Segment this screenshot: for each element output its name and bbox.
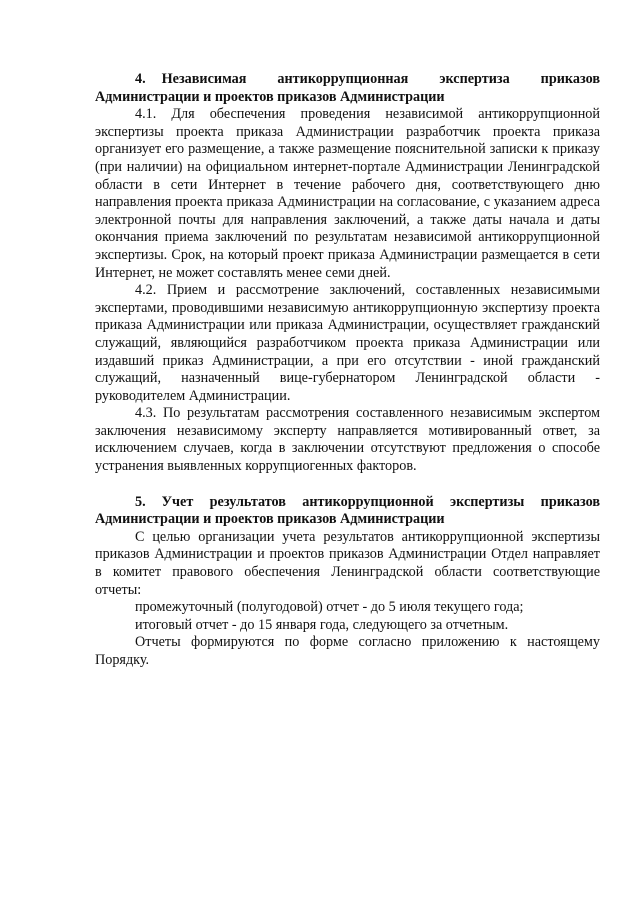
paragraph-4-2: 4.2. Прием и рассмотрение заключений, составленных независимыми экспертами, проводившими независимую антикоррупционную экспертизу проекта приказа Администрации или приказа Администрации, осуществляет гражданский служащий, являющийся разработчиком проекта приказа Администрации или издавший приказ Администрации, а при его отсутствии - иной гражданский служащий, назначенный вице-губернатором Ленинградской области - руководителем Администрации. — [95, 282, 600, 404]
section-5-heading — [95, 494, 600, 529]
paragraph-4-1: 4.1. Для обеспечения проведения независимой антикоррупционной экспертизы проекта приказа Администрации разработчик проекта приказа организует его размещение, а также размещение пояснительной записки к приказу (при наличии) на официальном интернет-портале Администрации Ленинградской области в сети Интернет в течение рабочего дня, соответствующего дню направления проекта приказа Администрации на согласование, с указанием адреса электронной почты для направления заключений, а также даты начала и даты окончания приема заключений по результатам независимой антикоррупционной экспертизы. Срок, на который проект приказа Администрации размещается в сети Интернет, не может составлять менее семи дней. — [95, 106, 600, 281]
paragraph-4-3: 4.3. По результатам рассмотрения составленного независимым экспертом заключения независимому эксперту направляется мотивированный ответ, за исключением случаев, когда в заключении отсутствуют предложения о способе устранения выявленных коррупциогенных факторов. — [95, 405, 600, 475]
section-4-title: Независимая антикоррупционная экспертиза приказов Администрации и проектов приказов Администрации — [95, 71, 600, 105]
report-item-interim: промежуточный (полугодовой) отчет - до 5 июля текущего года; — [135, 599, 524, 616]
section-5-title: Учет результатов антикоррупционной экспертизы приказов Администрации и проектов приказов Администрации — [95, 493, 600, 528]
paragraph-5-intro: С целью организации учета результатов антикоррупционной экспертизы приказов Администрации и проектов приказов Администрации Отдел направляет в комитет правового обеспечения Ленинградской области соответствующие отчеты: — [95, 528, 600, 598]
section-5-number: 5. — [135, 493, 146, 510]
section-4-heading — [95, 71, 600, 106]
document-page — [95, 71, 600, 670]
paragraph-5-form: Отчеты формируются по форме согласно приложению к настоящему Порядку. — [95, 634, 600, 668]
report-item-final: итоговый отчет - до 15 января года, следующего за отчетным. — [135, 616, 509, 633]
section-4-number: 4. — [135, 71, 146, 87]
